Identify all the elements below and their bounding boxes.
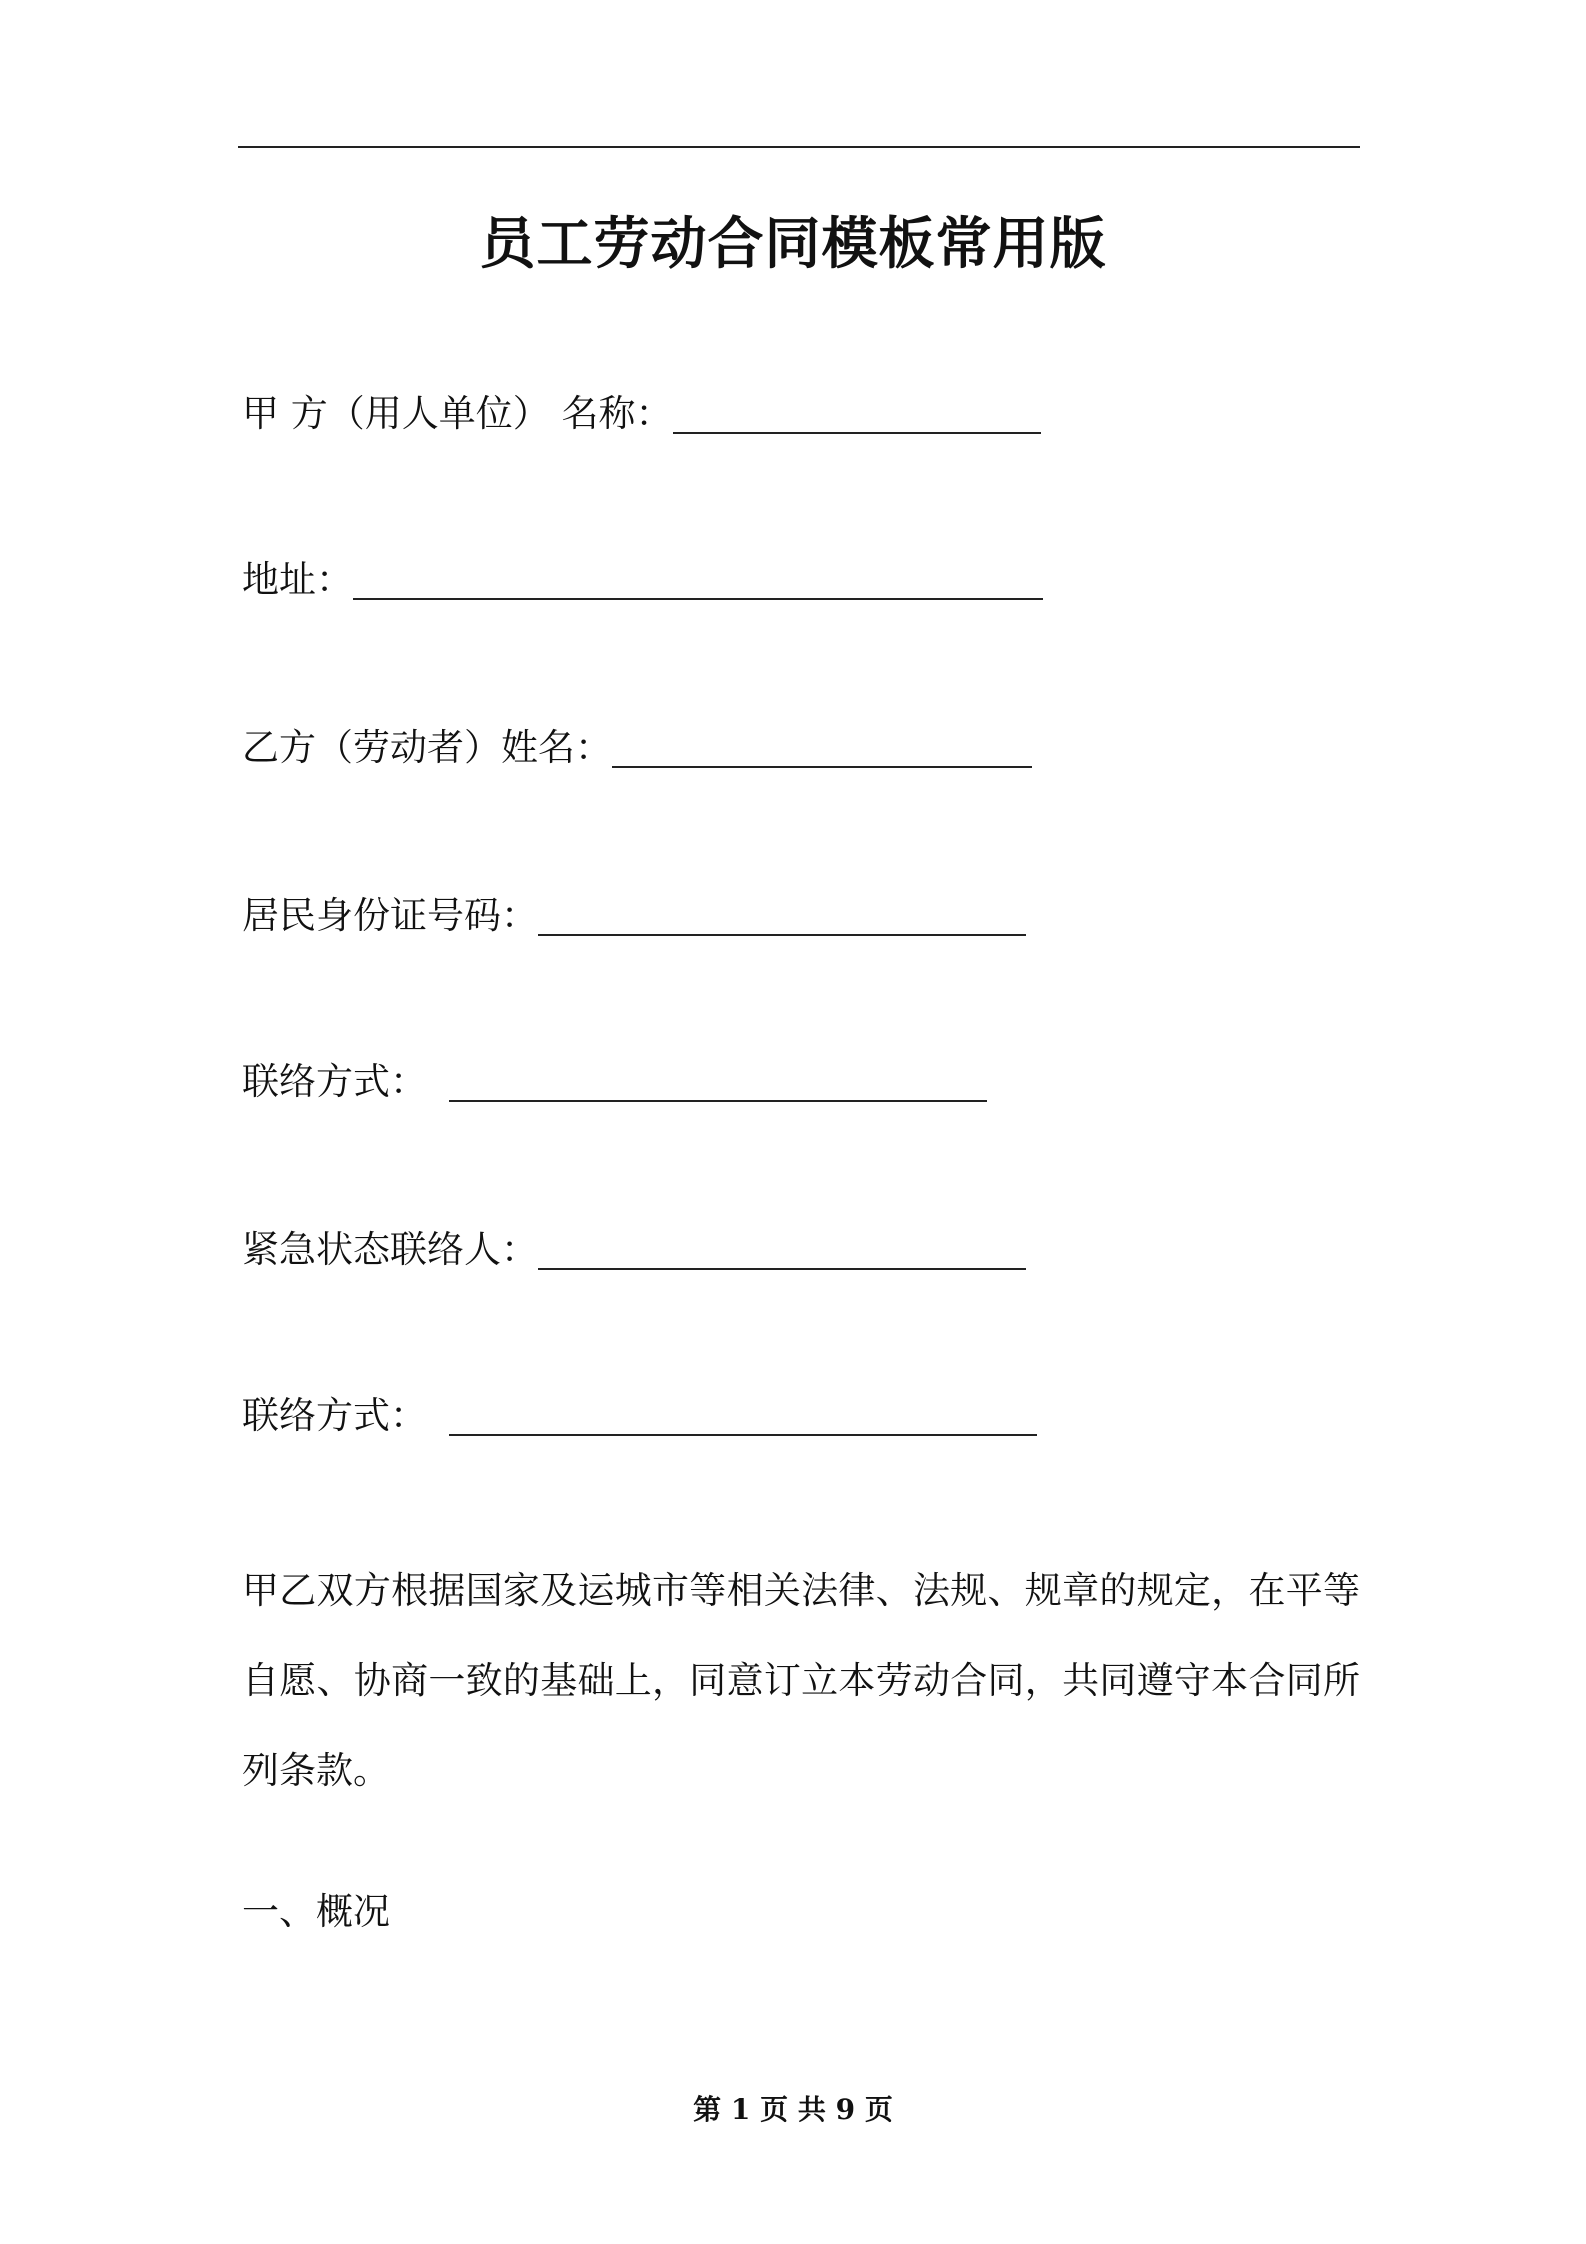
page-footer: 第 1 页 共 9 页 [693, 2093, 893, 2126]
blank-line[interactable] [673, 432, 1041, 434]
field-emergency-contact-method [242, 1380, 1037, 1440]
section-heading: 一、概况 [242, 1890, 390, 1933]
document-title: 员工劳动合同模板常用版 [479, 212, 1107, 277]
blank-line[interactable] [449, 1434, 1037, 1436]
field-employer-name [242, 378, 1041, 438]
field-contact [242, 1046, 987, 1106]
field-label: 联络方式： [242, 1060, 427, 1103]
blank-line[interactable] [612, 766, 1032, 768]
blank-line[interactable] [538, 1268, 1026, 1270]
field-label: 地址： [242, 558, 353, 601]
field-label: 居民身份证号码： [242, 894, 538, 937]
header-divider [238, 146, 1360, 148]
field-emergency-contact [242, 1214, 1026, 1274]
field-label: 甲 方（用人单位） 名称： [242, 392, 673, 435]
blank-line[interactable] [353, 598, 1043, 600]
field-label: 乙方（劳动者）姓名： [242, 726, 612, 769]
field-employer-address [242, 544, 1043, 604]
field-id-number [242, 880, 1026, 940]
field-label: 联络方式： [242, 1394, 427, 1437]
field-label: 紧急状态联络人： [242, 1228, 538, 1271]
blank-line[interactable] [449, 1100, 987, 1102]
blank-line[interactable] [538, 934, 1026, 936]
field-employee-name [242, 712, 1032, 772]
intro-paragraph: 甲乙双方根据国家及运城市等相关法律、法规、规章的规定，在平等自愿、协商一致的基础上，同意订立本劳动合同，共同遵守本合同所列条款。 [242, 1569, 1360, 1792]
